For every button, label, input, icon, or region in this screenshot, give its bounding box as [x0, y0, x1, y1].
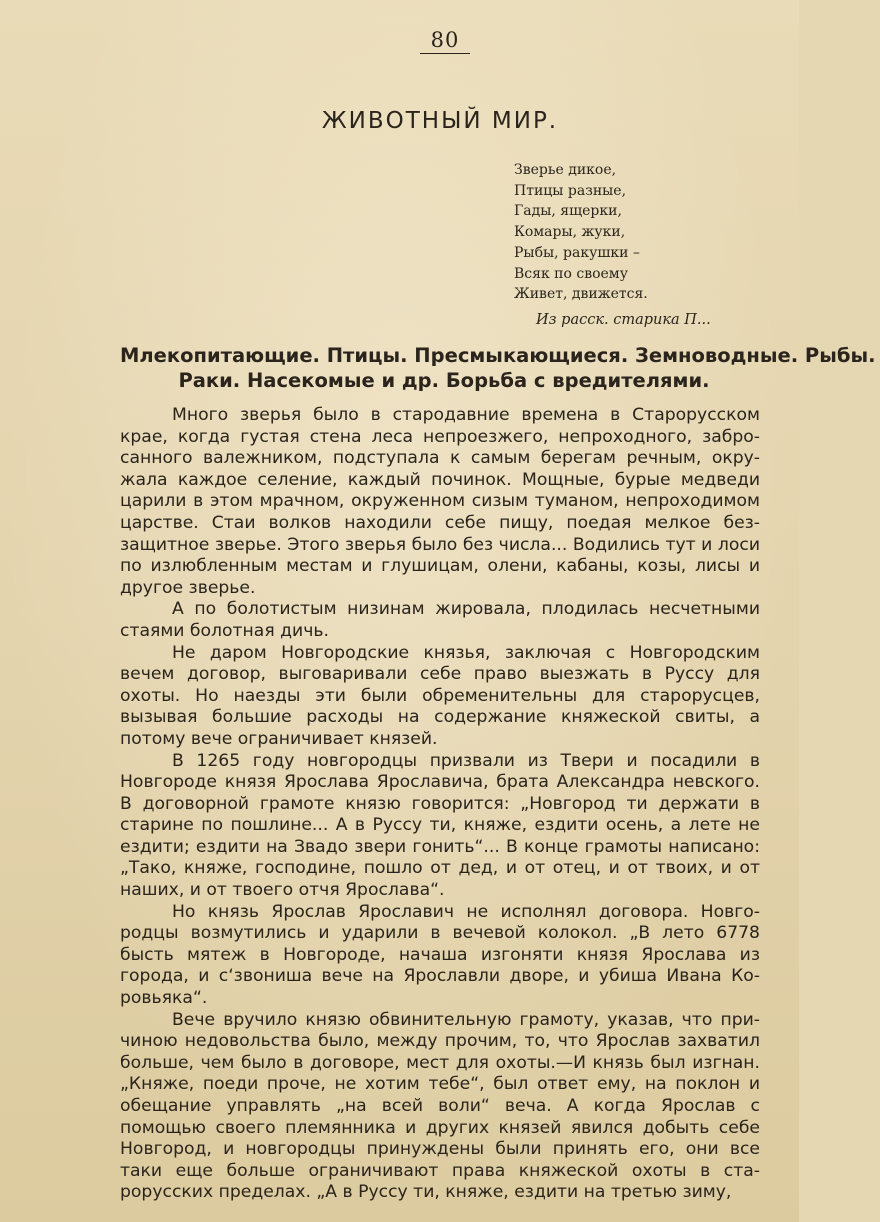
- paragraph: Много зверья было в стародавние времена в Старорусском крае, когда густая стена леса непроезжего, непроходного, забросанного валежником, подступала к самым берегам речным, окружала каждое селение, каждый починок. Мощные, бурые медведи царили в этом мрачном, окруженном сизым туманом, непроходимом царстве. Стаи волков находили себе пищу, поедая мелкое беззащитное зверье. Этого зверья было без числа... Водились тут и лоси по излюбленным местам и глушицам, олени, кабаны, козы, лисы и другое зверье.: [120, 405, 760, 598]
- paragraph: Не даром Новгородские князья, заключая с Новгородским вечем договор, выговаривали себе право выезжать в Руссу для охоты. Но наезды эти были обременительны для старорусцев, вызывая большие расходы на содержание княжеской свиты, а потому вече ограничивает князей.: [120, 642, 760, 749]
- page-number: 80: [430, 28, 460, 52]
- epigraph-line: Комары, жуки,: [514, 224, 626, 241]
- epigraph-line: Живет, движется.: [514, 286, 648, 303]
- section-heading: [120, 343, 876, 393]
- paragraph: Вече вручило князю обвинительную грамоту, указав, что причиною недовольства было, между прочим, то, что Ярослав захватил больше, чем было в договоре, мест для охоты.—И князь был изгнан. „Княже, поеди проче, не хотим тебе“, был ответ ему, на поклон и обещание управлять „на всей воли“ веча. А когда Ярослав с помощью своего племянника и других князей явился добыть себе Новгород, и новгородцы принуждены были принять его, они все таки еще больше ограничивают права княжеской охоты в старорусских пределах. „А в Руссу ти, княже, ездити на третью зиму,: [120, 1009, 760, 1203]
- paragraph: В 1265 году новгородцы призвали из Твери и посадили в Новгороде князя Ярослава Ярославича, брата Александра невского. В договорной грамоте князю говорится: „Новгород ти держати в старине по пошлине... А в Руссу ти, княже, ездити осень, а лете не ездити; ездити на Звадо звери гонить“... В конце грамоты написано: „Тако, княже, господине, пошло от дед, и от отец, и от твоих, и от наших, и от твоего отчя Ярослава“.: [120, 750, 760, 901]
- epigraph-line: Птицы разные,: [514, 182, 627, 199]
- paragraph: А по болотистым низинам жировала, плодилась несчетными стаями болотная дичь.: [120, 599, 760, 641]
- epigraph: [514, 160, 784, 331]
- epigraph-line: Гады, ящерки,: [514, 203, 622, 220]
- section-heading-line-1: Млекопитающие. Птицы. Пресмыкающиеся. Земноводные. Рыбы.: [120, 344, 876, 367]
- epigraph-line: Всяк по своему: [514, 265, 628, 282]
- paragraph: Но князь Ярослав Ярославич не исполнял договора. Новгородцы возмутились и ударили в вечевой колокол. „В лето 6778 бысть мятеж в Новгороде, начаша изгоняти князя Ярослава из города, и с‘звониша вече на Ярославли дворе, и убиша Ивана Коровьяка“.: [120, 901, 760, 1009]
- epigraph-source: Из расск. старика П...: [536, 311, 711, 328]
- epigraph-line: Зверье дикое,: [514, 162, 617, 178]
- epigraph-line: Рыбы, ракушки –: [514, 244, 640, 261]
- page-number-underline: [420, 53, 470, 54]
- section-heading-line-2: Раки. Насекомые и др. Борьба с вредителями.: [178, 369, 710, 392]
- chapter-title: ЖИВОТНЫЙ МИР.: [321, 108, 559, 134]
- body-text: [120, 405, 760, 1204]
